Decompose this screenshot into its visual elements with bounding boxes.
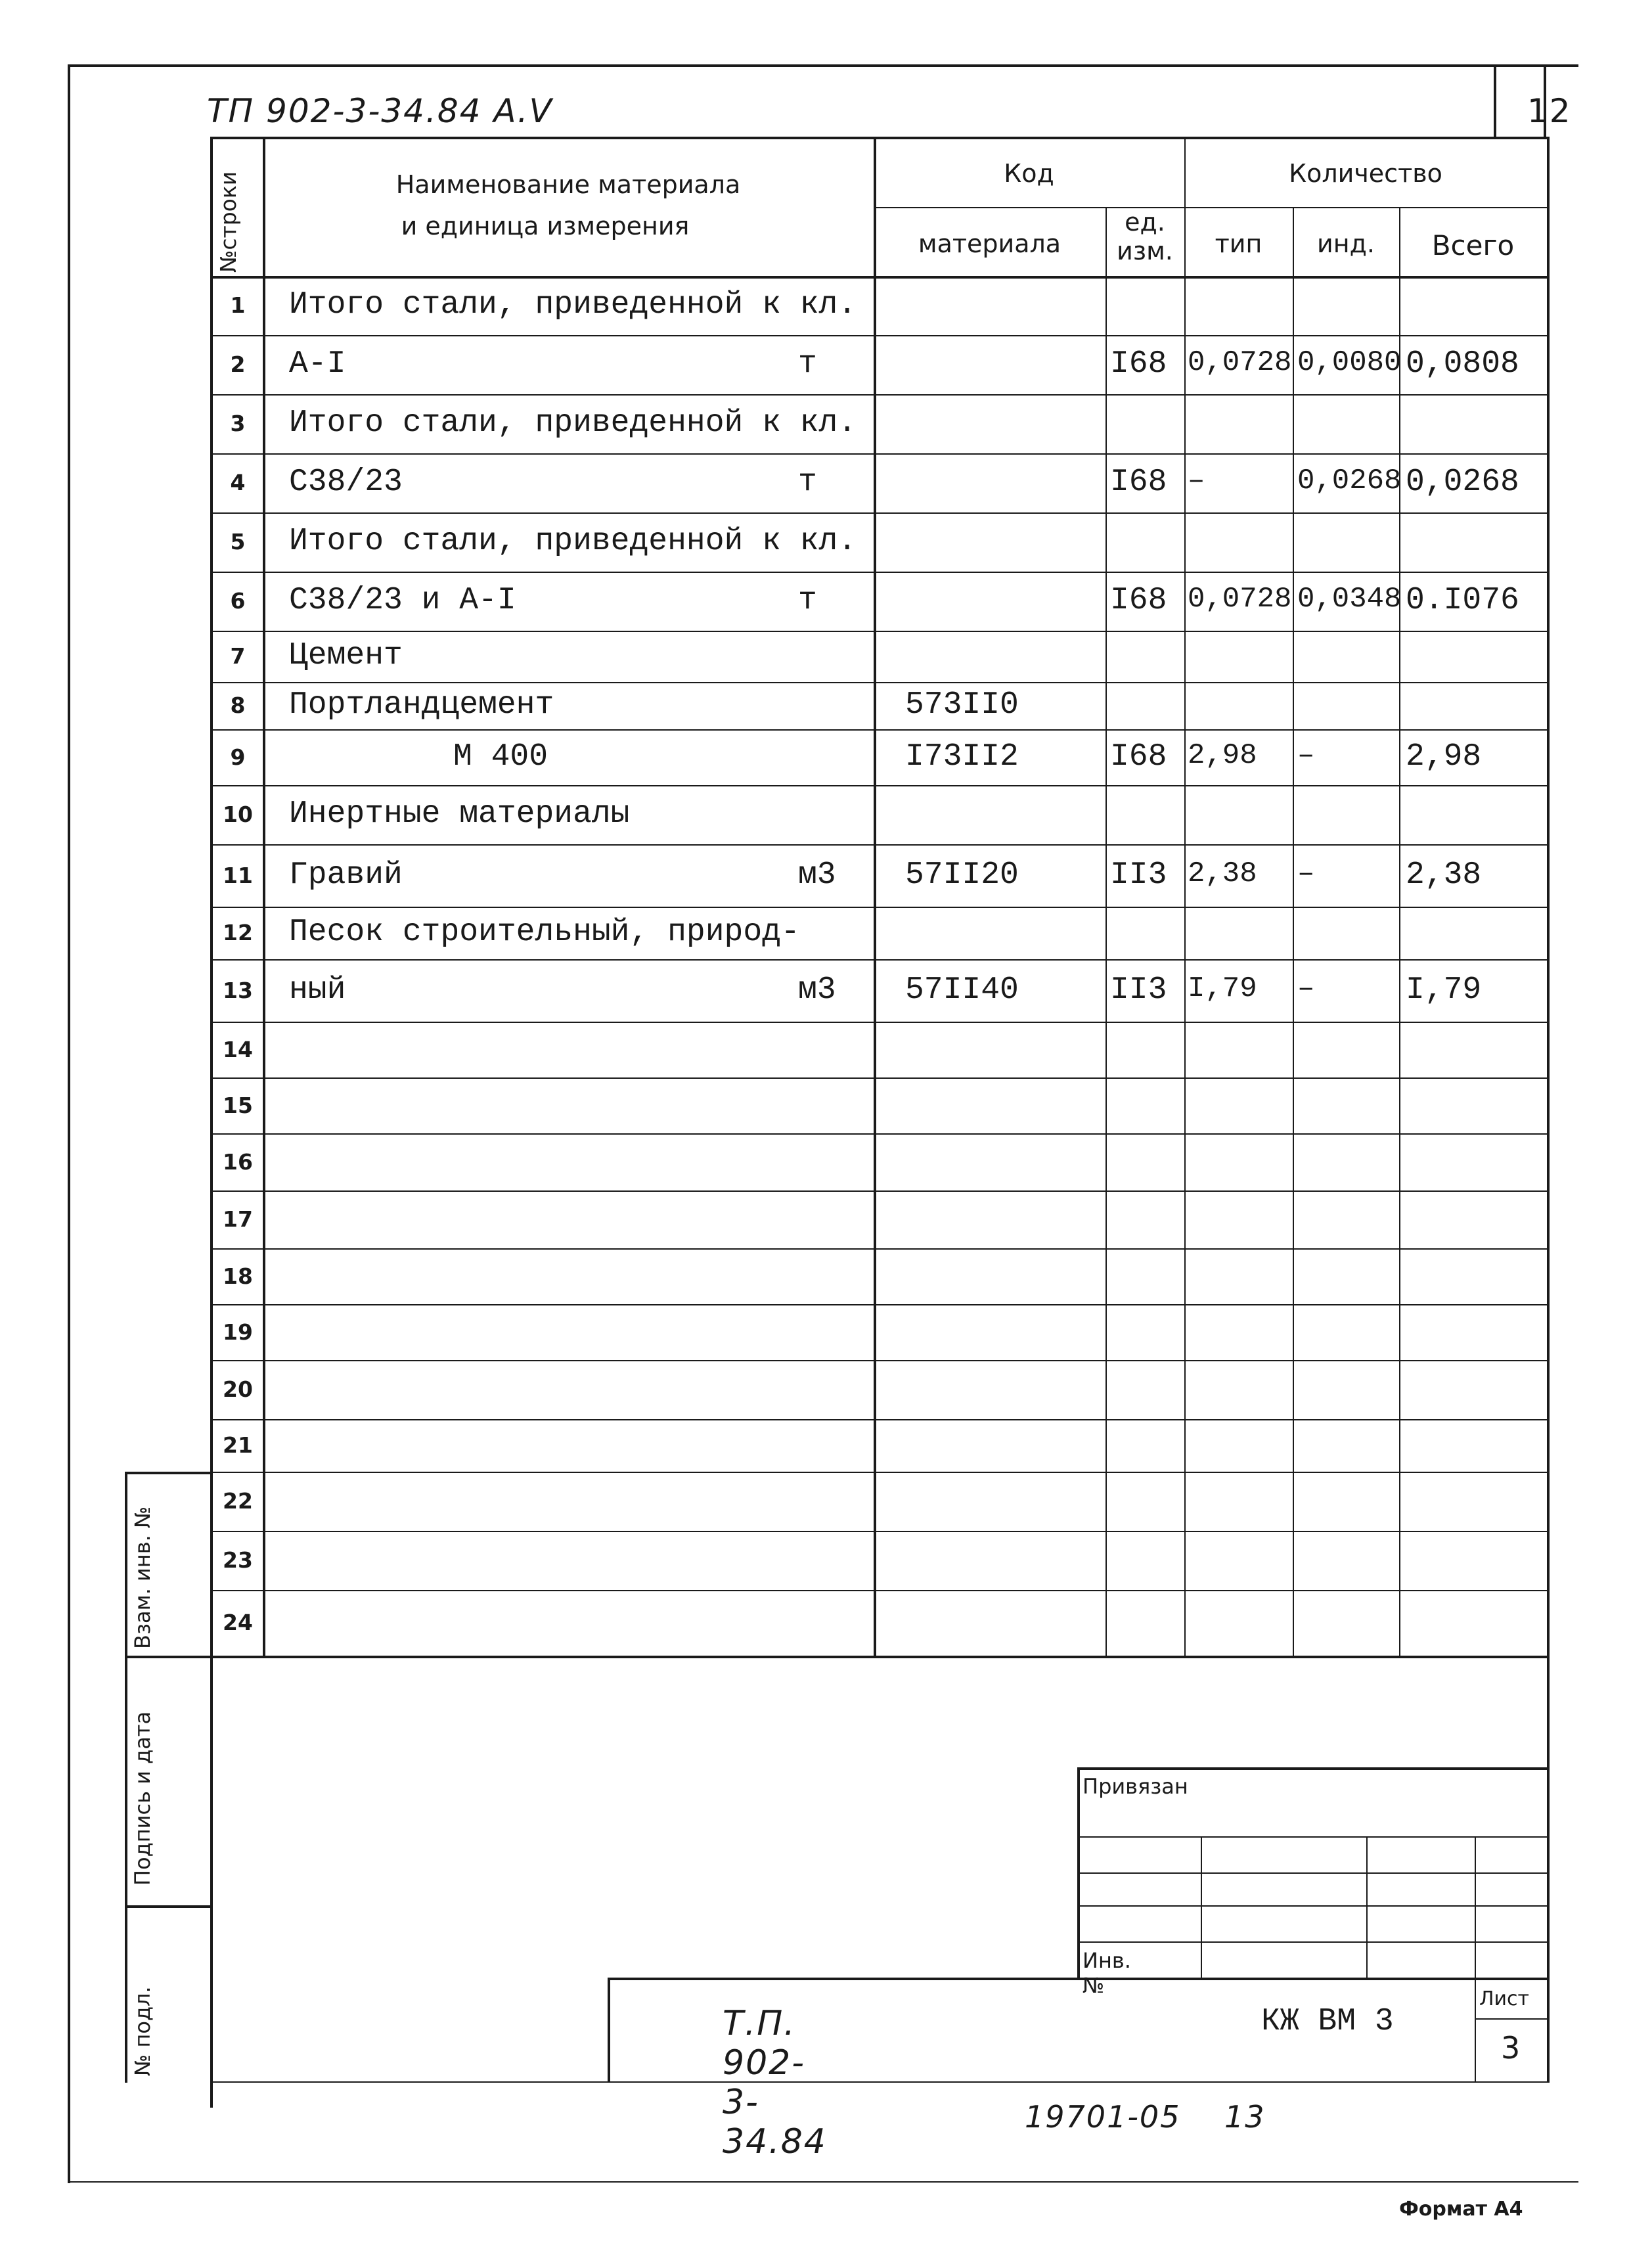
cell-n: 15 (223, 1092, 253, 1118)
cell-u: т (798, 583, 817, 618)
cell-mat: 57II20 (905, 857, 1019, 893)
cell-tip: 2,38 (1188, 857, 1257, 890)
cell-n: 6 (230, 588, 246, 614)
stamp-list-value: 3 (1501, 2030, 1522, 2066)
table-row (0, 572, 1576, 631)
cell-tot: 0,0808 (1406, 346, 1519, 382)
cell-n: 19 (223, 1319, 253, 1345)
cell-tot: 2,98 (1406, 738, 1482, 775)
cell-unit: I68 (1110, 346, 1167, 382)
cell-n: 24 (223, 1610, 253, 1635)
cell-n: 7 (230, 643, 246, 669)
footer-number: 19701-05 13 (1025, 2099, 1266, 2135)
cell-name: Цемент (289, 638, 403, 673)
cell-tot: I,79 (1406, 972, 1482, 1008)
cell-name: Итого стали, приведенной к кл. (289, 524, 857, 559)
sheet-number: 12 (1527, 92, 1572, 130)
cell-ind: – (1297, 738, 1315, 772)
header-total: Всего (1431, 229, 1515, 261)
table-row (0, 512, 1576, 572)
cell-u: т (798, 346, 817, 382)
table-row (0, 682, 1576, 729)
table-row (0, 1590, 1576, 1656)
header-code: Код (1004, 159, 1054, 188)
cell-n: 21 (223, 1432, 253, 1458)
format-label: Формат А4 (1399, 2198, 1523, 2221)
cell-n: 3 (230, 411, 246, 436)
cell-u: м3 (798, 972, 836, 1008)
table-row (0, 335, 1576, 394)
cell-tot: 2,38 (1406, 857, 1482, 893)
table-row (0, 1304, 1576, 1360)
header-quantity: Количество (1289, 159, 1442, 188)
cell-tip: – (1188, 464, 1205, 497)
table-row (0, 1360, 1576, 1419)
side-label-podl: № подл. (130, 1986, 155, 2076)
cell-tot: 0.I076 (1406, 583, 1519, 618)
table-row (0, 1190, 1576, 1248)
cell-n: 1 (230, 292, 246, 318)
cell-name: С38/23 (289, 464, 403, 500)
cell-name: Портландцемент (289, 687, 554, 723)
cell-tip: 2,98 (1188, 738, 1257, 772)
cell-tip: 0,0728 (1188, 346, 1292, 379)
cell-n: 10 (223, 802, 253, 827)
cell-n: 17 (223, 1206, 253, 1232)
cell-n: 9 (230, 744, 246, 770)
table-row (0, 1077, 1576, 1133)
cell-n: 22 (223, 1488, 253, 1514)
header-name-line2: и единица измерения (401, 212, 690, 240)
cell-u: м3 (798, 857, 836, 893)
document-code: ТП 902-3-34.84 А.V (207, 92, 553, 130)
table-row (0, 729, 1576, 785)
cell-unit: II3 (1110, 857, 1167, 893)
header-unit-1: ед. (1125, 208, 1165, 237)
cell-unit: I68 (1110, 464, 1167, 500)
cell-ind: – (1297, 857, 1315, 890)
header-name-line1: Наименование материала (395, 170, 741, 199)
cell-unit: I68 (1110, 738, 1167, 775)
table-row (0, 1531, 1576, 1590)
table-row (0, 785, 1576, 844)
cell-n: 16 (223, 1148, 253, 1175)
header-unit-2: изм. (1117, 237, 1173, 265)
cell-mat: I73II2 (905, 738, 1019, 775)
table-row (0, 394, 1576, 453)
cell-n: 13 (223, 977, 253, 1003)
cell-unit: I68 (1110, 583, 1167, 618)
table-row (0, 959, 1576, 1022)
stamp-mark: КЖ ВМ 3 (1261, 2004, 1394, 2039)
table-row (0, 844, 1576, 907)
table-row (0, 1248, 1576, 1304)
cell-n: 4 (230, 470, 246, 495)
cell-n: 5 (230, 529, 246, 555)
stamp-list-label: Лист (1479, 1987, 1530, 2010)
stamp-doc-number: Т.П. 902-3-34.84 (723, 2004, 827, 2162)
cell-name: Итого стали, приведенной к кл. (289, 405, 857, 441)
cell-ind: – (1297, 972, 1315, 1005)
table-row (0, 276, 1576, 335)
header-row-number: №строки (215, 171, 241, 273)
stamp-inv-no: Инв. № (1083, 1948, 1131, 1998)
cell-name: Гравий (289, 857, 403, 893)
table-row (0, 631, 1576, 682)
header-ind: инд. (1317, 229, 1375, 258)
cell-n: 20 (223, 1376, 253, 1402)
table-row (0, 1022, 1576, 1077)
header-type: тип (1215, 229, 1262, 258)
header-material: материала (918, 229, 1061, 258)
cell-unit: II3 (1110, 972, 1167, 1008)
cell-name: Инертные материалы (289, 796, 630, 832)
cell-ind: 0,0348 (1297, 583, 1402, 616)
cell-name: А-I (289, 346, 346, 382)
cell-tip: I,79 (1188, 972, 1257, 1005)
table-row (0, 1472, 1576, 1531)
cell-n: 23 (223, 1547, 253, 1573)
table-row (0, 907, 1576, 959)
cell-name: М 400 (453, 738, 548, 775)
cell-name: ный (289, 972, 346, 1008)
table-row (0, 453, 1576, 512)
cell-mat: 57II40 (905, 972, 1019, 1008)
cell-name: Песок строительный, природ- (289, 915, 800, 950)
side-label-podpis: Подпись и дата (130, 1711, 155, 1886)
table-row (0, 1133, 1576, 1190)
table-row (0, 1419, 1576, 1472)
cell-n: 8 (230, 692, 246, 718)
cell-tip: 0,0728 (1188, 583, 1292, 616)
cell-n: 11 (223, 862, 253, 888)
stamp-privyazan: Привязан (1083, 1774, 1188, 1799)
cell-mat: 573II0 (905, 687, 1019, 723)
cell-ind: 0,0080 (1297, 346, 1402, 379)
cell-u: т (798, 464, 817, 500)
cell-name: С38/23 и А-I (289, 583, 516, 618)
cell-n: 2 (230, 351, 246, 377)
cell-n: 12 (223, 920, 253, 945)
cell-n: 14 (223, 1036, 253, 1062)
cell-n: 18 (223, 1263, 253, 1289)
cell-tot: 0,0268 (1406, 464, 1519, 500)
side-label-vzam: Взам. инв. № (130, 1506, 155, 1649)
cell-ind: 0,0268 (1297, 464, 1402, 497)
cell-name: Итого стали, приведенной к кл. (289, 287, 857, 323)
